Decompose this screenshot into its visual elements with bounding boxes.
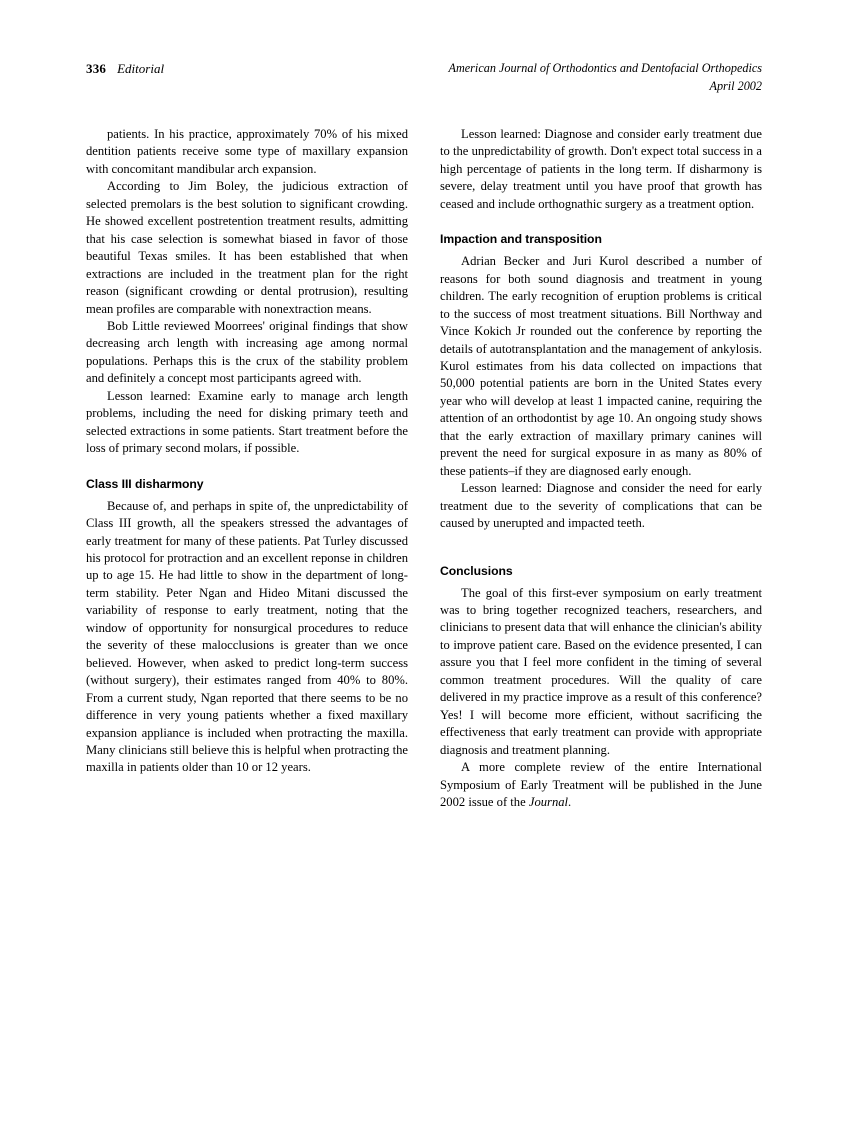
running-head: [86, 60, 762, 95]
issue-date: April 2002: [709, 78, 762, 93]
running-head-right: [449, 60, 762, 95]
journal-title: American Journal of Orthodontics and Dentofacial Orthopedics: [448, 61, 762, 75]
paragraph: Lesson learned: Diagnose and consider the need for early treatment due to the severity of complications that can be caused by unerupted and impacted teeth.: [440, 481, 762, 531]
paragraph: Because of, and perhaps in spite of, the unpredictability of Class III growth, all the speakers stressed the advantages of early treatment for many of these patients. Pat Turley discussed his protocol for protraction and an excellent reponse in children up to age 15. He had little to show in the department of long-term stability. Peter Ngan and Hideo Mitani discussed the variability of response to early treatment, noting that the window of opportunity for nonsurgical procedures to reduce the severity of these malocclusions is greater than we once believed. However, when asked to predict long-term success (without surgery), their estimates ranged from 40% to 80%. From a current study, Ngan reported that there seems to be no difference in very young patients whether a fixed maxillary expansion appliance is included when protracting the maxilla. Many clinicians still believe this is helpful when protracting the maxilla in patients older than 10 or 12 years.: [86, 498, 408, 775]
paragraph: patients. In his practice, approximately 70% of his mixed dentition patients receive some type of maxillary expansion with concomitant mandibular arch expansion.: [86, 127, 408, 176]
journal-italic-word: Journal: [528, 794, 569, 809]
paragraph-text-part-2: .: [568, 794, 572, 809]
paragraph: Bob Little reviewed Moorrees' original findings that show decreasing arch length with increasing age among normal populations. Perhaps this is the crux of the stability problem and definitely a concept most participants agreed with.: [86, 318, 408, 386]
paragraph: Lesson learned: Examine early to manage arch length problems, including the need for disking primary teeth and selected extractions in some patients. Start treatment before the loss of primary second molars, if possible.: [86, 388, 408, 456]
body-columns: [86, 126, 762, 811]
paragraph: Lesson learned: Diagnose and consider early treatment due to the unpredictability of growth. Don't expect total success in a high percentage of patients in the long term. If disharmony is severe, delay treatment until you have proof that growth has ceased and include orthognathic surgery as a treatment option.: [440, 127, 762, 211]
paragraph: The goal of this first-ever symposium on early treatment was to bring together recognized teachers, researchers, and clinicians to present data that will enhance the clinician's ability to improve patient care. Based on the evidence presented, I can assure you that I feel more confident in the timing of several common treatment procedures. Will the quality of care delivered in my practice improve as a result of this conference? Yes! I will become more efficient, without sacrificing the effectiveness that early treatment can provide with appropriate diagnosis and treatment planning.: [440, 585, 762, 757]
paragraph-text-part-1: A more complete review of the entire International Symposium of Early Treatment will be published in the June 2002 issue of the: [440, 760, 762, 809]
right-column: [440, 126, 762, 811]
left-column: [86, 126, 408, 777]
running-head-left: [86, 60, 164, 77]
paragraph-with-italic-journal: [440, 759, 762, 811]
spacer: [440, 213, 762, 231]
page-number: 336: [86, 61, 107, 76]
spacer: [86, 458, 408, 476]
spacer: [440, 533, 762, 563]
section-heading-impaction-and-transposition: Impaction and transposition: [440, 232, 602, 247]
section-heading-conclusions: Conclusions: [440, 563, 513, 578]
paragraph: According to Jim Boley, the judicious extraction of selected premolars is the best solution to significant crowding. He showed excellent postretention treatment results, admitting that his case selection is somewhat biased in favor of those beautiful Texas smiles. It has been established that when extractions are included in the treatment plan for the right reason (significant crowding or dental protrusion), resulting mean profiles are comparable with nonextraction means.: [86, 179, 408, 316]
section-heading-class-iii-disharmony: Class III disharmony: [86, 476, 204, 491]
section-label: Editorial: [117, 61, 165, 76]
paragraph: Adrian Becker and Juri Kurol described a number of reasons for both sound diagnosis and treatment in young children. The early recognition of eruption problems is critical to the success of most treatment situations. Bill Northway and Vince Kokich Jr rounded out the conference by reporting the details of autotransplantation and the management of ankylosis. Kurol estimates from his data collected on impactions that 50,000 potential patients are born in the United States every year who will develop at least 1 impacted canine, requiring the attention of an orthodontist by age 10. An ongoing study shows that the early extraction of maxillary primary canines will prevent the need for surgical exposure in as many as 80% of these patients–if they are diagnosed early enough.: [440, 254, 762, 478]
